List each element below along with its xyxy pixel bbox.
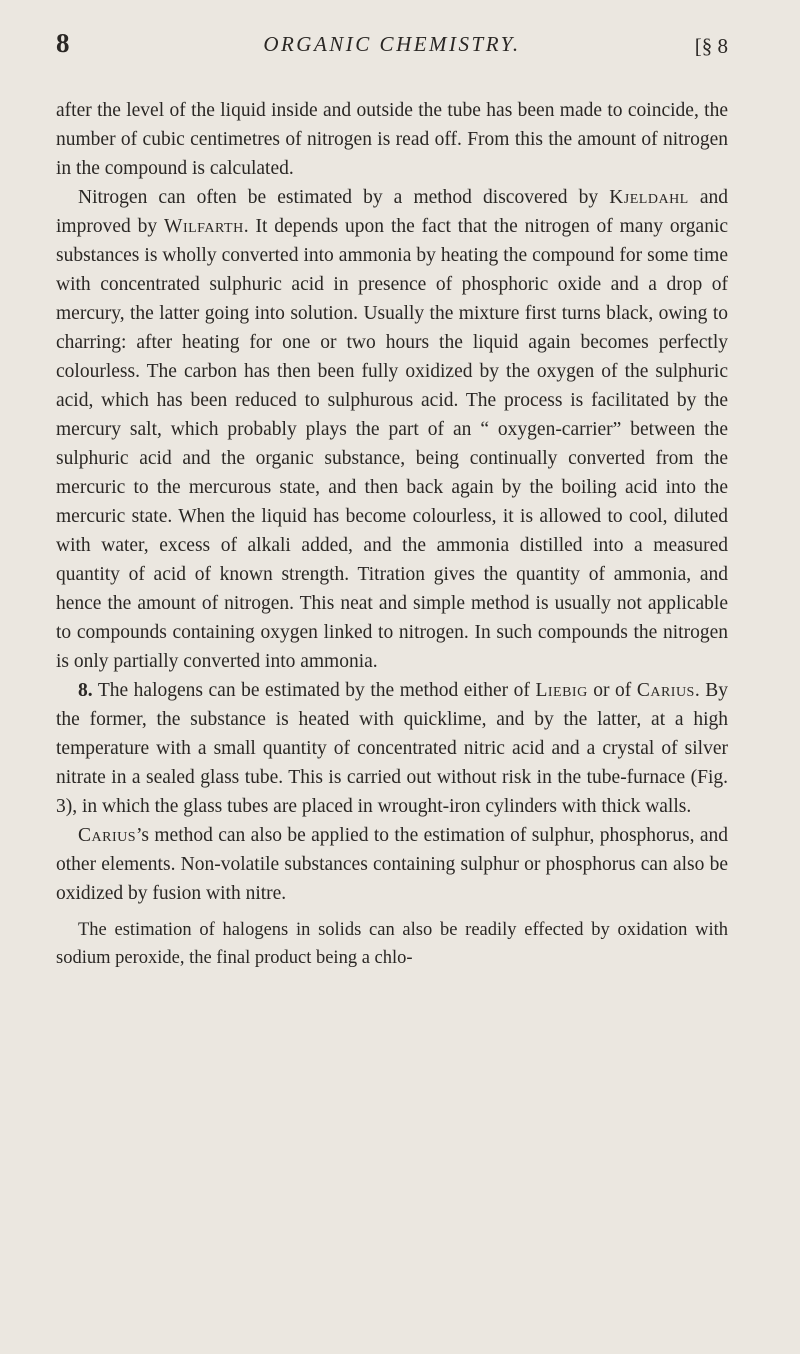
author-name: Carius bbox=[636, 680, 695, 701]
running-head bbox=[56, 28, 728, 62]
paragraph-sodium-peroxide: The estimation of halogens in solids can also be readily effected by oxidation with sodium peroxide, the final product being a chlo- bbox=[56, 920, 728, 968]
running-title: ORGANIC CHEMISTRY. bbox=[263, 32, 521, 56]
page-number: 8 bbox=[56, 28, 70, 58]
paragraph-kjeldahl-method: Nitrogen can often be estimated by a method discovered by Kjeldahl and improved by Wilfarth. It depends upon the fact that the nitrogen of many organic substances is wholly converted into ammonia by heating the compound for some time with concentrated sulphuric acid in presence of phosphoric oxide and a drop of mercury, the latter going into solution. Usually the mixture first turns black, owing to charring: after heating for one or two hours the liquid again becomes perfectly colourless. The carbon has then been fully oxidized by the oxygen of the sulphuric acid, which has been reduced to sulphurous acid. The process is facilitated by the mercury salt, which probably plays the part of an “ oxygen-carrier” between the sulphuric acid and the organic substance, being continually converted from the mercuric to the mercurous state, and then back again by the boiling acid into the mercuric state. When the liquid has become colourless, it is allowed to cool, diluted with water, excess of alkali added, and the ammonia distilled into a measured quantity of acid of known strength. Titration gives the quantity of ammonia, and hence the amount of nitrogen. This neat and simple method is usually not applicable to compounds containing oxygen linked to nitrogen. In such compounds the nitrogen is only partially converted into ammonia. bbox=[56, 187, 729, 672]
author-name: Carius bbox=[78, 825, 137, 846]
paragraph-carius-method: Carius’s method can also be applied to the estimation of sulphur, phosphorus, and other elements. Non-volatile substances containing sulphur or phosphorus can also be oxidized by fusion with nitre. bbox=[56, 825, 728, 904]
paragraph-halogens: 8. The halogens can be estimated by the method either of Liebig or of Carius. By the former, the substance is heated with quicklime, and by the latter, at a high temperature with a small quantity of concentrated nitric acid and a crystal of silver nitrate in a sealed glass tube. This is carried out without risk in the tube-furnace (Fig. 3), in which the glass tubes are placed in wrought-iron cylinders with thick walls. bbox=[56, 680, 729, 817]
paragraph-nitrogen-reading: after the level of the liquid inside and outside the tube has been made to coincide, the number of cubic centimetres of nitrogen is read off. From this the amount of nitrogen in the compound is calculated. bbox=[56, 100, 728, 179]
author-name: Liebig bbox=[535, 680, 588, 701]
section-reference: [§ 8 bbox=[694, 34, 728, 58]
section-number: 8. bbox=[78, 680, 93, 701]
author-name: Kjeldahl bbox=[609, 187, 689, 208]
author-name: Wilfarth bbox=[164, 216, 244, 237]
body-text bbox=[56, 96, 728, 972]
